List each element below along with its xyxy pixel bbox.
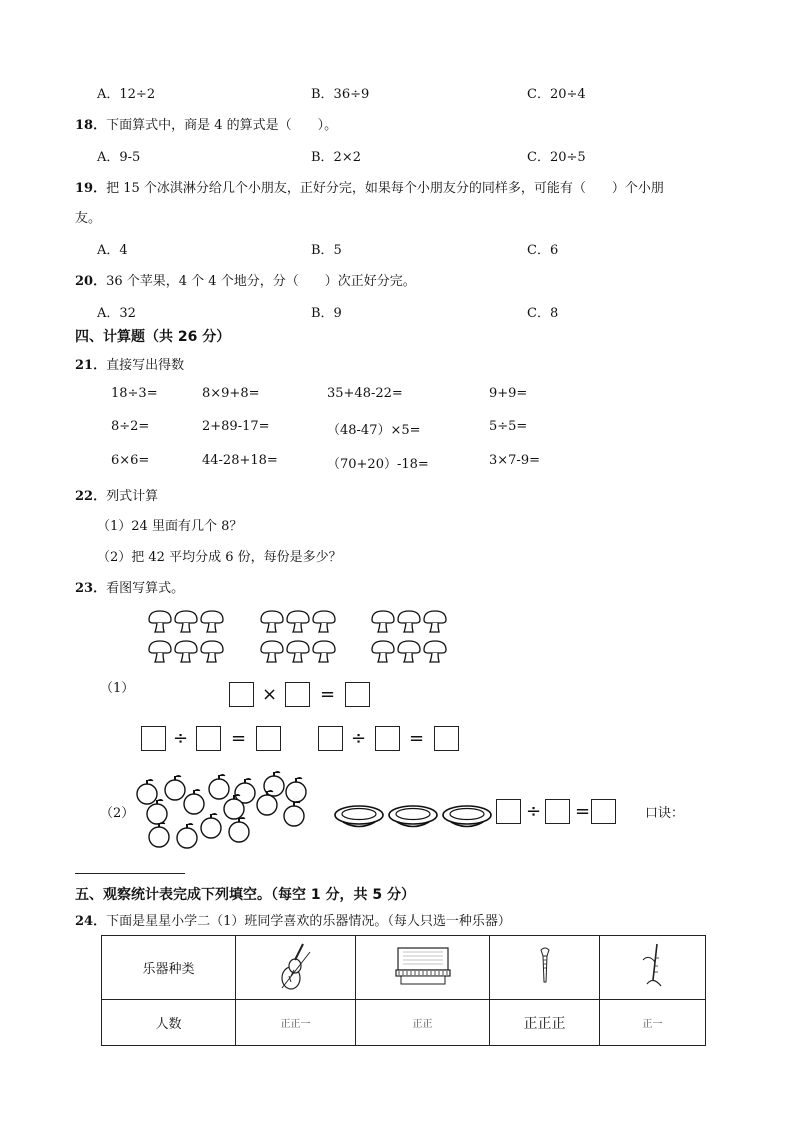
q18-question	[75, 114, 337, 133]
q23-label-2: （2）	[100, 806, 135, 821]
answer-box[interactable]	[434, 726, 459, 751]
table-row	[102, 936, 706, 1000]
instrument-stats-table	[101, 935, 706, 1046]
tally-text: 正正	[412, 1018, 433, 1030]
answer-box[interactable]	[196, 726, 221, 751]
equals-sign: =	[575, 801, 591, 822]
calc-item: （70+20）-18=	[327, 457, 429, 472]
tally-flute	[490, 1000, 600, 1046]
q23-text: 看图写算式。	[106, 581, 185, 596]
q21-number: 21．	[75, 358, 107, 373]
q24-question	[75, 910, 511, 929]
piano-cell	[356, 936, 490, 1000]
q20-question	[75, 270, 416, 289]
section-5-heading: 五、观察统计表完成下列填空。（每空 1 分，共 5 分）	[75, 887, 415, 903]
mushroom-group-1	[149, 611, 223, 662]
mushroom-group-3	[372, 611, 446, 662]
q17-option-c: C．20÷4	[527, 87, 586, 102]
q19-option-a: A．4	[97, 243, 128, 258]
answer-box[interactable]	[229, 682, 254, 707]
q23-label-1: （1）	[100, 681, 135, 696]
q18-option-c: C．20÷5	[527, 150, 586, 165]
q20-text: 36 个苹果，4 个 4 个地分，分（ ）次正好分完。	[106, 274, 416, 289]
divider-line	[75, 873, 185, 874]
violin-icon	[276, 940, 316, 992]
calc-item: （48-47）×5=	[327, 423, 421, 438]
q21-text: 直接写出得数	[106, 358, 185, 373]
suona-icon	[635, 940, 671, 992]
q22-question	[75, 485, 158, 504]
answer-box[interactable]	[545, 799, 570, 824]
equals-sign: =	[320, 684, 336, 705]
tally-text: 正正正	[523, 1015, 566, 1032]
answer-box[interactable]	[591, 799, 616, 824]
answer-box[interactable]	[141, 726, 166, 751]
q19-number: 19．	[75, 181, 107, 196]
answer-box[interactable]	[318, 726, 343, 751]
divide-sign: ÷	[351, 728, 367, 749]
flute-cell	[490, 936, 600, 1000]
answer-box[interactable]	[375, 726, 400, 751]
row-label-instrument: 乐器种类	[102, 936, 236, 1000]
calc-item: 5÷5=	[489, 419, 528, 434]
q18-number: 18．	[75, 118, 107, 133]
q17-option-b: B．36÷9	[311, 87, 370, 102]
q17-option-a: A．12÷2	[97, 87, 156, 102]
row-label-count: 人数	[102, 1000, 236, 1046]
tally-piano	[356, 1000, 490, 1046]
q22-item-2: （2）把 42 平均分成 6 份，每份是多少？	[97, 550, 342, 565]
q19-text: 把 15 个冰淇淋分给几个小朋友，正好分完，如果每个小朋友分的同样多，可能有（ ）个小朋	[106, 181, 664, 196]
q19-option-c: C．6	[527, 243, 559, 258]
q18-text: 下面算式中，商是 4 的算式是（ ）。	[106, 118, 338, 133]
calc-item: 35+48-22=	[327, 386, 403, 401]
q22-text: 列式计算	[106, 489, 159, 504]
q24-number: 24．	[75, 914, 107, 929]
times-sign: ×	[262, 684, 278, 705]
q22-item-1: （1）24 里面有几个 8？	[97, 519, 243, 534]
q23-number: 23．	[75, 581, 107, 596]
apples-figure	[128, 770, 318, 852]
koujue-label: 口诀：	[645, 806, 685, 821]
q18-option-b: B．2×2	[311, 150, 361, 165]
tally-suona	[600, 1000, 706, 1046]
tally-text: 正正一	[280, 1018, 311, 1030]
calc-item: 8÷2=	[111, 419, 150, 434]
divide-sign: ÷	[173, 728, 189, 749]
mushroom-group-2	[261, 611, 335, 662]
violin-cell	[236, 936, 356, 1000]
divide-sign: ÷	[526, 801, 542, 822]
equals-sign: =	[409, 728, 425, 749]
q19-question	[75, 177, 664, 196]
mushroom-groups-figure	[140, 600, 460, 672]
calc-item: 9+9=	[489, 386, 528, 401]
calc-item: 6×6=	[111, 453, 150, 468]
q23-question	[75, 577, 184, 596]
equals-sign: =	[231, 728, 247, 749]
calc-item: 3×7-9=	[489, 453, 540, 468]
answer-box[interactable]	[496, 799, 521, 824]
q19-option-b: B．5	[311, 243, 342, 258]
flute-icon	[530, 944, 560, 988]
answer-box[interactable]	[256, 726, 281, 751]
calc-item: 18÷3=	[111, 386, 158, 401]
tally-text: 正一	[642, 1018, 663, 1030]
calc-item: 8×9+8=	[202, 386, 260, 401]
section-4-heading: 四、计算题（共 26 分）	[75, 329, 231, 345]
calc-item: 2+89-17=	[202, 419, 270, 434]
tally-violin	[236, 1000, 356, 1046]
q21-question	[75, 354, 184, 373]
table-row	[102, 1000, 706, 1046]
q20-option-c: C．8	[527, 306, 559, 321]
calc-item: 44-28+18=	[202, 453, 278, 468]
q18-option-a: A．9-5	[97, 150, 141, 165]
q19-text-cont: 友。	[75, 211, 102, 226]
answer-box[interactable]	[285, 682, 310, 707]
q20-option-b: B．9	[311, 306, 342, 321]
q24-text: 下面是星星小学二（1）班同学喜欢的乐器情况。（每人只选一种乐器）	[106, 914, 511, 929]
piano-icon	[393, 944, 453, 988]
plates-figure	[334, 800, 494, 834]
suona-cell	[600, 936, 706, 1000]
q22-number: 22．	[75, 489, 107, 504]
q20-option-a: A．32	[97, 306, 136, 321]
q20-number: 20．	[75, 274, 107, 289]
answer-box[interactable]	[345, 682, 370, 707]
